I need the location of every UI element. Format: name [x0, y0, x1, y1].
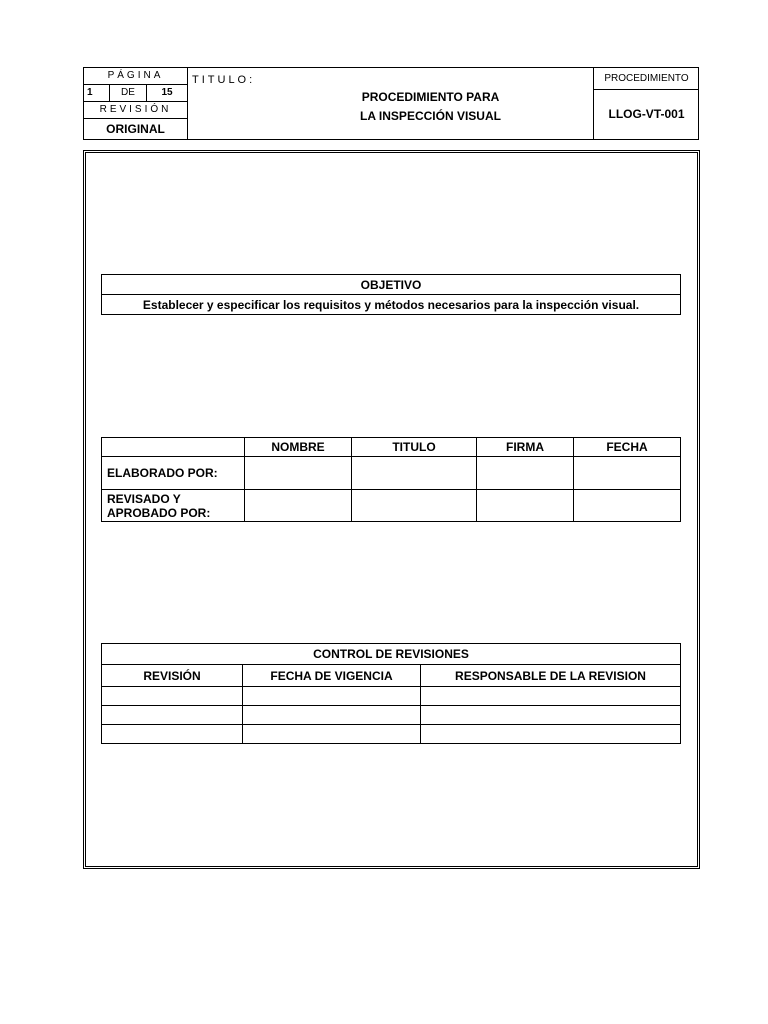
revision-cell[interactable]	[102, 706, 243, 725]
header-blank	[102, 438, 245, 457]
title-cell[interactable]	[352, 457, 477, 490]
title-cell[interactable]	[352, 490, 477, 522]
date-cell[interactable]	[574, 490, 681, 522]
objective-heading: OBJETIVO	[102, 275, 681, 295]
objective-text: Establecer y especificar los requisitos y métodos necesarios para la inspección visual.	[102, 295, 681, 315]
signature-table	[101, 437, 681, 522]
signature-cell[interactable]	[477, 490, 574, 522]
name-cell[interactable]	[245, 457, 352, 490]
doc-code: LLOG-VT-001	[608, 107, 685, 121]
revision-cell[interactable]	[102, 687, 243, 706]
table-row	[102, 706, 681, 725]
document-title-line2: LA INSPECCIÓN VISUAL	[360, 109, 501, 123]
table-row	[102, 725, 681, 744]
table-row	[102, 687, 681, 706]
revision-value: ORIGINAL	[106, 121, 165, 136]
column-header: NOMBRE	[245, 438, 352, 457]
column-header: FECHA	[574, 438, 681, 457]
objective-table	[101, 274, 681, 315]
column-header: FECHA DE VIGENCIA	[243, 665, 421, 687]
page-label: PÁGINA	[84, 68, 187, 84]
row-label: REVISADO Y APROBADO POR:	[102, 490, 245, 522]
effective-date-cell[interactable]	[243, 706, 421, 725]
column-header: RESPONSABLE DE LA REVISION	[421, 665, 681, 687]
name-cell[interactable]	[245, 490, 352, 522]
revision-label: REVISIÓN	[84, 101, 187, 118]
responsible-cell[interactable]	[421, 687, 681, 706]
document-header	[83, 67, 699, 140]
page-current: 1	[84, 84, 110, 101]
page-total: 15	[147, 84, 188, 101]
column-header: REVISIÓN	[102, 665, 243, 687]
title-label: TITULO:	[192, 74, 256, 86]
column-header: TITULO	[352, 438, 477, 457]
responsible-cell[interactable]	[421, 725, 681, 744]
page-revision-box	[84, 68, 188, 139]
signature-cell[interactable]	[477, 457, 574, 490]
document-title-line1: PROCEDIMIENTO PARA	[361, 90, 500, 104]
table-row	[102, 457, 681, 490]
row-label: ELABORADO POR:	[102, 457, 245, 490]
revision-control-table	[101, 643, 681, 744]
revision-cell[interactable]	[102, 725, 243, 744]
effective-date-cell[interactable]	[243, 687, 421, 706]
effective-date-cell[interactable]	[243, 725, 421, 744]
revision-control-title: CONTROL DE REVISIONES	[102, 644, 681, 665]
responsible-cell[interactable]	[421, 706, 681, 725]
date-cell[interactable]	[574, 457, 681, 490]
page-of: DE	[110, 84, 147, 101]
table-row	[102, 490, 681, 522]
doc-type-label: PROCEDIMIENTO	[594, 68, 699, 90]
column-header: FIRMA	[477, 438, 574, 457]
procedure-box	[593, 68, 699, 139]
